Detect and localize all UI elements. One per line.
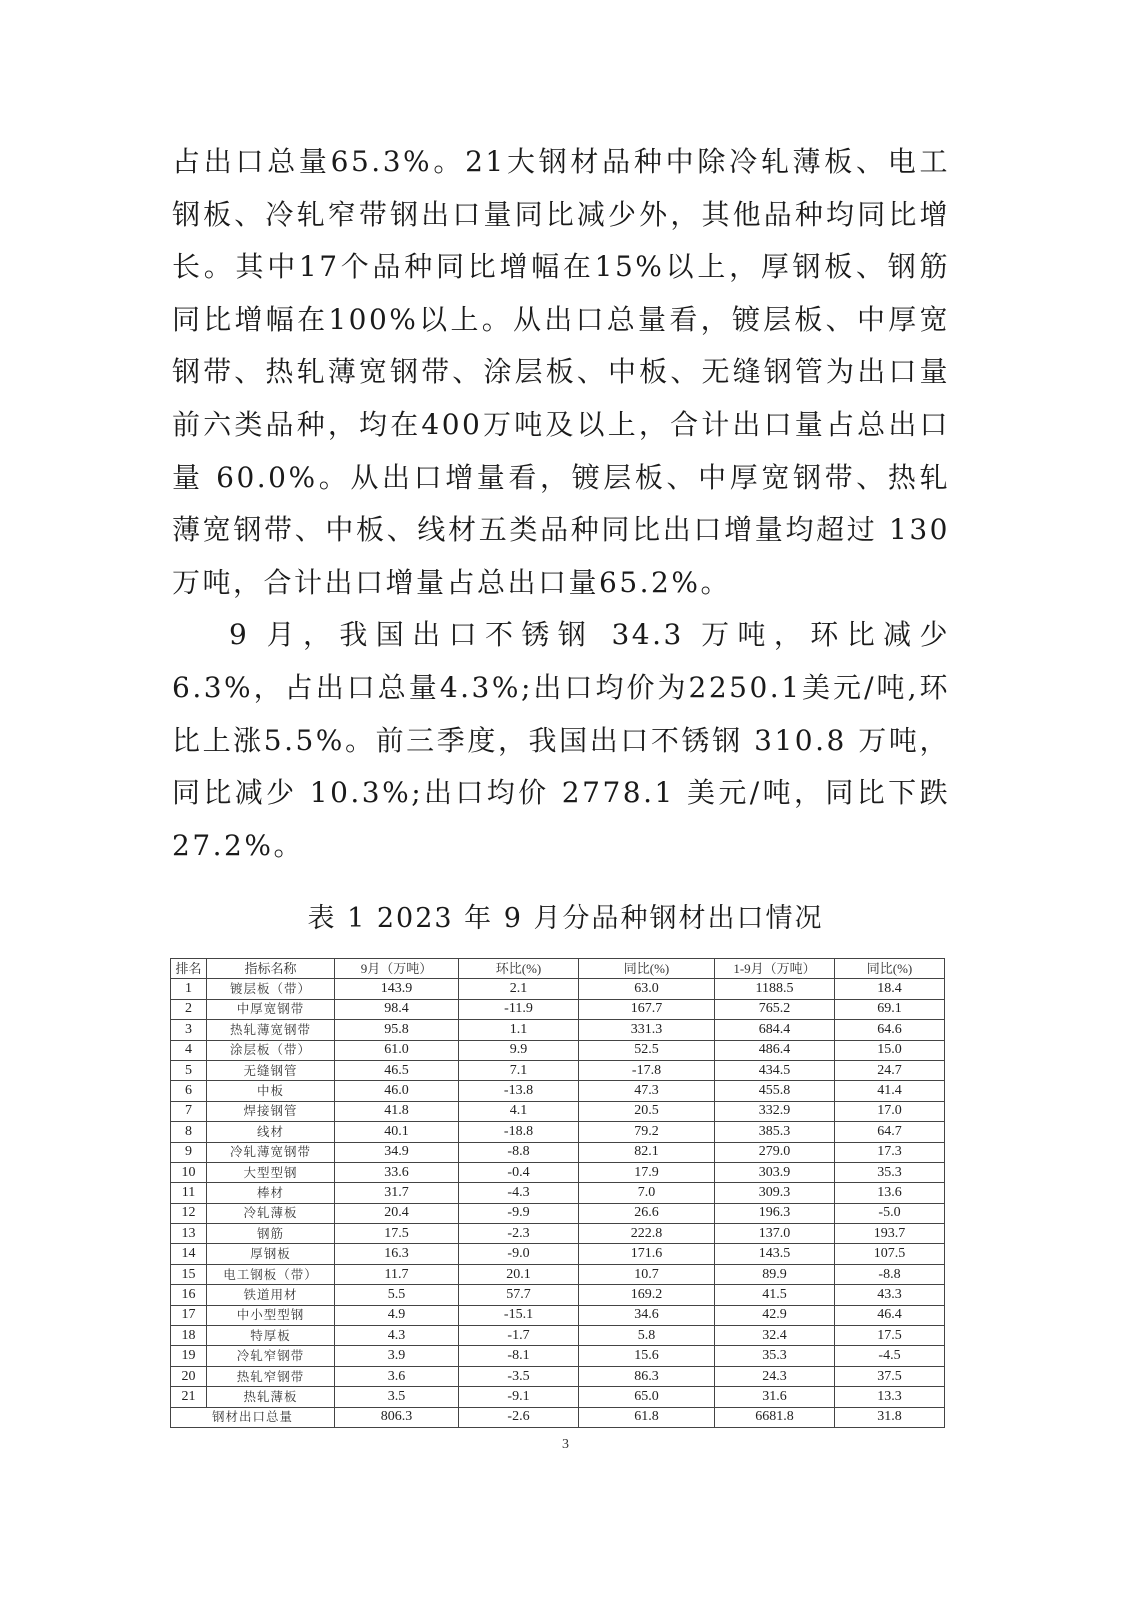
value-cell: 7.0	[579, 1183, 715, 1203]
value-cell: 61.8	[579, 1407, 715, 1427]
value-cell: 52.5	[579, 1040, 715, 1060]
value-cell: 5.8	[579, 1326, 715, 1346]
table-row	[171, 1040, 945, 1060]
table-row	[171, 1326, 945, 1346]
table-row	[171, 979, 945, 999]
rank-cell: 5	[171, 1060, 207, 1080]
rank-cell: 13	[171, 1224, 207, 1244]
value-cell: 1188.5	[715, 979, 835, 999]
table-body	[171, 979, 945, 1428]
value-cell: 303.9	[715, 1162, 835, 1182]
rank-cell: 8	[171, 1122, 207, 1142]
rank-cell: 19	[171, 1346, 207, 1366]
value-cell: 82.1	[579, 1142, 715, 1162]
value-cell: 13.6	[835, 1183, 945, 1203]
value-cell: 434.5	[715, 1060, 835, 1080]
value-cell: 41.4	[835, 1081, 945, 1101]
rank-cell: 9	[171, 1142, 207, 1162]
rank-cell: 10	[171, 1162, 207, 1182]
product-name-cell: 焊接钢管	[207, 1101, 335, 1121]
product-name-cell: 镀层板（带）	[207, 979, 335, 999]
value-cell: 40.1	[335, 1122, 459, 1142]
value-cell: 33.6	[335, 1162, 459, 1182]
total-row	[171, 1407, 945, 1427]
rank-cell: 15	[171, 1264, 207, 1284]
rank-cell: 2	[171, 999, 207, 1019]
value-cell: 86.3	[579, 1366, 715, 1386]
value-cell: -18.8	[459, 1122, 579, 1142]
rank-cell: 17	[171, 1305, 207, 1325]
value-cell: 20.5	[579, 1101, 715, 1121]
product-name-cell: 冷轧薄宽钢带	[207, 1142, 335, 1162]
value-cell: 41.8	[335, 1101, 459, 1121]
value-cell: 385.3	[715, 1122, 835, 1142]
value-cell: 15.6	[579, 1346, 715, 1366]
value-cell: 3.6	[335, 1366, 459, 1386]
value-cell: 35.3	[715, 1346, 835, 1366]
value-cell: 3.5	[335, 1387, 459, 1407]
value-cell: 17.9	[579, 1162, 715, 1182]
value-cell: 35.3	[835, 1162, 945, 1182]
value-cell: 1.1	[459, 1020, 579, 1040]
value-cell: 222.8	[579, 1224, 715, 1244]
value-cell: 309.3	[715, 1183, 835, 1203]
value-cell: 17.5	[335, 1224, 459, 1244]
product-name-cell: 棒材	[207, 1183, 335, 1203]
value-cell: 17.0	[835, 1101, 945, 1121]
value-cell: 11.7	[335, 1264, 459, 1284]
product-name-cell: 热轧薄宽钢带	[207, 1020, 335, 1040]
value-cell: -11.9	[459, 999, 579, 1019]
page-number: 3	[562, 1437, 569, 1452]
value-cell: 32.4	[715, 1326, 835, 1346]
value-cell: 20.1	[459, 1264, 579, 1284]
table-row	[171, 1183, 945, 1203]
value-cell: 684.4	[715, 1020, 835, 1040]
value-cell: -9.0	[459, 1244, 579, 1264]
rank-cell: 4	[171, 1040, 207, 1060]
value-cell: 31.6	[715, 1387, 835, 1407]
product-name-cell: 钢筋	[207, 1224, 335, 1244]
product-name-cell: 电工钢板（带）	[207, 1264, 335, 1284]
value-cell: 42.9	[715, 1305, 835, 1325]
value-cell: 167.7	[579, 999, 715, 1019]
value-cell: -15.1	[459, 1305, 579, 1325]
table-row	[171, 1101, 945, 1121]
value-cell: 13.3	[835, 1387, 945, 1407]
table-row	[171, 1224, 945, 1244]
product-name-cell: 无缝钢管	[207, 1060, 335, 1080]
value-cell: 64.6	[835, 1020, 945, 1040]
value-cell: 6681.8	[715, 1407, 835, 1427]
value-cell: -1.7	[459, 1326, 579, 1346]
value-cell: 20.4	[335, 1203, 459, 1223]
value-cell: -9.9	[459, 1203, 579, 1223]
rank-cell: 14	[171, 1244, 207, 1264]
table-row	[171, 1244, 945, 1264]
value-cell: 31.7	[335, 1183, 459, 1203]
value-cell: 143.5	[715, 1244, 835, 1264]
table-row	[171, 1122, 945, 1142]
value-cell: 34.6	[579, 1305, 715, 1325]
value-cell: 3.9	[335, 1346, 459, 1366]
value-cell: -5.0	[835, 1203, 945, 1223]
value-cell: 89.9	[715, 1264, 835, 1284]
value-cell: 18.4	[835, 979, 945, 999]
rank-cell: 3	[171, 1020, 207, 1040]
body-text	[172, 136, 950, 872]
value-cell: 9.9	[459, 1040, 579, 1060]
product-name-cell: 特厚板	[207, 1326, 335, 1346]
product-name-cell: 热轧薄板	[207, 1387, 335, 1407]
table-row	[171, 1346, 945, 1366]
value-cell: 332.9	[715, 1101, 835, 1121]
rank-cell: 6	[171, 1081, 207, 1101]
value-cell: -17.8	[579, 1060, 715, 1080]
value-cell: 193.7	[835, 1224, 945, 1244]
value-cell: 4.9	[335, 1305, 459, 1325]
value-cell: -2.3	[459, 1224, 579, 1244]
value-cell: -3.5	[459, 1366, 579, 1386]
column-header: 排名	[171, 959, 207, 979]
table-row	[171, 1264, 945, 1284]
value-cell: 171.6	[579, 1244, 715, 1264]
value-cell: 107.5	[835, 1244, 945, 1264]
rank-cell: 11	[171, 1183, 207, 1203]
table-row	[171, 1387, 945, 1407]
value-cell: 486.4	[715, 1040, 835, 1060]
column-header: 同比(%)	[579, 959, 715, 979]
value-cell: 455.8	[715, 1081, 835, 1101]
table-row	[171, 1203, 945, 1223]
value-cell: 46.0	[335, 1081, 459, 1101]
rank-cell: 18	[171, 1326, 207, 1346]
value-cell: 331.3	[579, 1020, 715, 1040]
total-label-cell: 钢材出口总量	[171, 1407, 335, 1427]
value-cell: 95.8	[335, 1020, 459, 1040]
value-cell: 17.3	[835, 1142, 945, 1162]
value-cell: 10.7	[579, 1264, 715, 1284]
table-row	[171, 999, 945, 1019]
value-cell: 15.0	[835, 1040, 945, 1060]
product-name-cell: 中小型型钢	[207, 1305, 335, 1325]
paragraph: 占出口总量65.3%。21大钢材品种中除冷轧薄板、电工钢板、冷轧窄带钢出口量同比减少外，其他品种均同比增长。其中17个品种同比增幅在15%以上，厚钢板、钢筋同比增幅在100%以上。从出口总量看，镀层板、中厚宽钢带、热轧薄宽钢带、涂层板、中板、无缝钢管为出口量前六类品种，均在400万吨及以上，合计出口量占总出口量 60.0%。从出口增量看，镀层板、中厚宽钢带、热轧薄宽钢带、中板、线材五类品种同比出口增量均超过 130 万吨，合计出口增量占总出口量65.2%。	[172, 145, 950, 599]
value-cell: 2.1	[459, 979, 579, 999]
value-cell: 26.6	[579, 1203, 715, 1223]
value-cell: -9.1	[459, 1387, 579, 1407]
table-row	[171, 1020, 945, 1040]
table-title: 表 1 2023 年 9 月分品种钢材出口情况	[307, 903, 824, 934]
value-cell: -4.3	[459, 1183, 579, 1203]
value-cell: 69.1	[835, 999, 945, 1019]
value-cell: 46.5	[335, 1060, 459, 1080]
table-row	[171, 1060, 945, 1080]
column-header: 环比(%)	[459, 959, 579, 979]
value-cell: 63.0	[579, 979, 715, 999]
value-cell: 137.0	[715, 1224, 835, 1244]
value-cell: -8.1	[459, 1346, 579, 1366]
value-cell: 46.4	[835, 1305, 945, 1325]
value-cell: 57.7	[459, 1285, 579, 1305]
value-cell: 41.5	[715, 1285, 835, 1305]
value-cell: 765.2	[715, 999, 835, 1019]
product-name-cell: 冷轧薄板	[207, 1203, 335, 1223]
rank-cell: 1	[171, 979, 207, 999]
value-cell: 16.3	[335, 1244, 459, 1264]
table-row	[171, 1081, 945, 1101]
value-cell: 7.1	[459, 1060, 579, 1080]
column-header: 指标名称	[207, 959, 335, 979]
column-header: 1-9月（万吨）	[715, 959, 835, 979]
value-cell: 64.7	[835, 1122, 945, 1142]
value-cell: 34.9	[335, 1142, 459, 1162]
product-name-cell: 厚钢板	[207, 1244, 335, 1264]
value-cell: 79.2	[579, 1122, 715, 1142]
value-cell: 47.3	[579, 1081, 715, 1101]
value-cell: 31.8	[835, 1407, 945, 1427]
table-row	[171, 1162, 945, 1182]
table-row	[171, 1305, 945, 1325]
rank-cell: 16	[171, 1285, 207, 1305]
value-cell: 279.0	[715, 1142, 835, 1162]
paragraph: 9 月，我国出口不锈钢 34.3 万吨，环比减少 6.3%，占出口总量4.3%;出口均价为2250.1美元/吨,环比上涨5.5%。前三季度，我国出口不锈钢 310.8 万吨，同比减少 10.3%;出口均价 2778.1 美元/吨，同比下跌 27.2%。	[172, 618, 950, 862]
rank-cell: 7	[171, 1101, 207, 1121]
value-cell: 17.5	[835, 1326, 945, 1346]
product-name-cell: 热轧窄钢带	[207, 1366, 335, 1386]
product-name-cell: 冷轧窄钢带	[207, 1346, 335, 1366]
column-header: 9月（万吨）	[335, 959, 459, 979]
value-cell: 4.1	[459, 1101, 579, 1121]
value-cell: 65.0	[579, 1387, 715, 1407]
value-cell: -8.8	[459, 1142, 579, 1162]
value-cell: 4.3	[335, 1326, 459, 1346]
value-cell: 43.3	[835, 1285, 945, 1305]
table-row	[171, 1366, 945, 1386]
value-cell: -13.8	[459, 1081, 579, 1101]
value-cell: -0.4	[459, 1162, 579, 1182]
product-name-cell: 涂层板（带）	[207, 1040, 335, 1060]
rank-cell: 21	[171, 1387, 207, 1407]
table-row	[171, 1142, 945, 1162]
product-name-cell: 线材	[207, 1122, 335, 1142]
value-cell: 24.7	[835, 1060, 945, 1080]
table-header-row	[171, 959, 945, 979]
product-name-cell: 中板	[207, 1081, 335, 1101]
column-header: 同比(%)	[835, 959, 945, 979]
rank-cell: 12	[171, 1203, 207, 1223]
value-cell: 37.5	[835, 1366, 945, 1386]
value-cell: 5.5	[335, 1285, 459, 1305]
value-cell: 806.3	[335, 1407, 459, 1427]
value-cell: -8.8	[835, 1264, 945, 1284]
export-table	[170, 958, 945, 1428]
value-cell: -4.5	[835, 1346, 945, 1366]
table-row	[171, 1285, 945, 1305]
value-cell: 24.3	[715, 1366, 835, 1386]
value-cell: 61.0	[335, 1040, 459, 1060]
value-cell: 196.3	[715, 1203, 835, 1223]
rank-cell: 20	[171, 1366, 207, 1386]
product-name-cell: 中厚宽钢带	[207, 999, 335, 1019]
product-name-cell: 大型型钢	[207, 1162, 335, 1182]
value-cell: -2.6	[459, 1407, 579, 1427]
value-cell: 98.4	[335, 999, 459, 1019]
value-cell: 169.2	[579, 1285, 715, 1305]
value-cell: 143.9	[335, 979, 459, 999]
product-name-cell: 铁道用材	[207, 1285, 335, 1305]
